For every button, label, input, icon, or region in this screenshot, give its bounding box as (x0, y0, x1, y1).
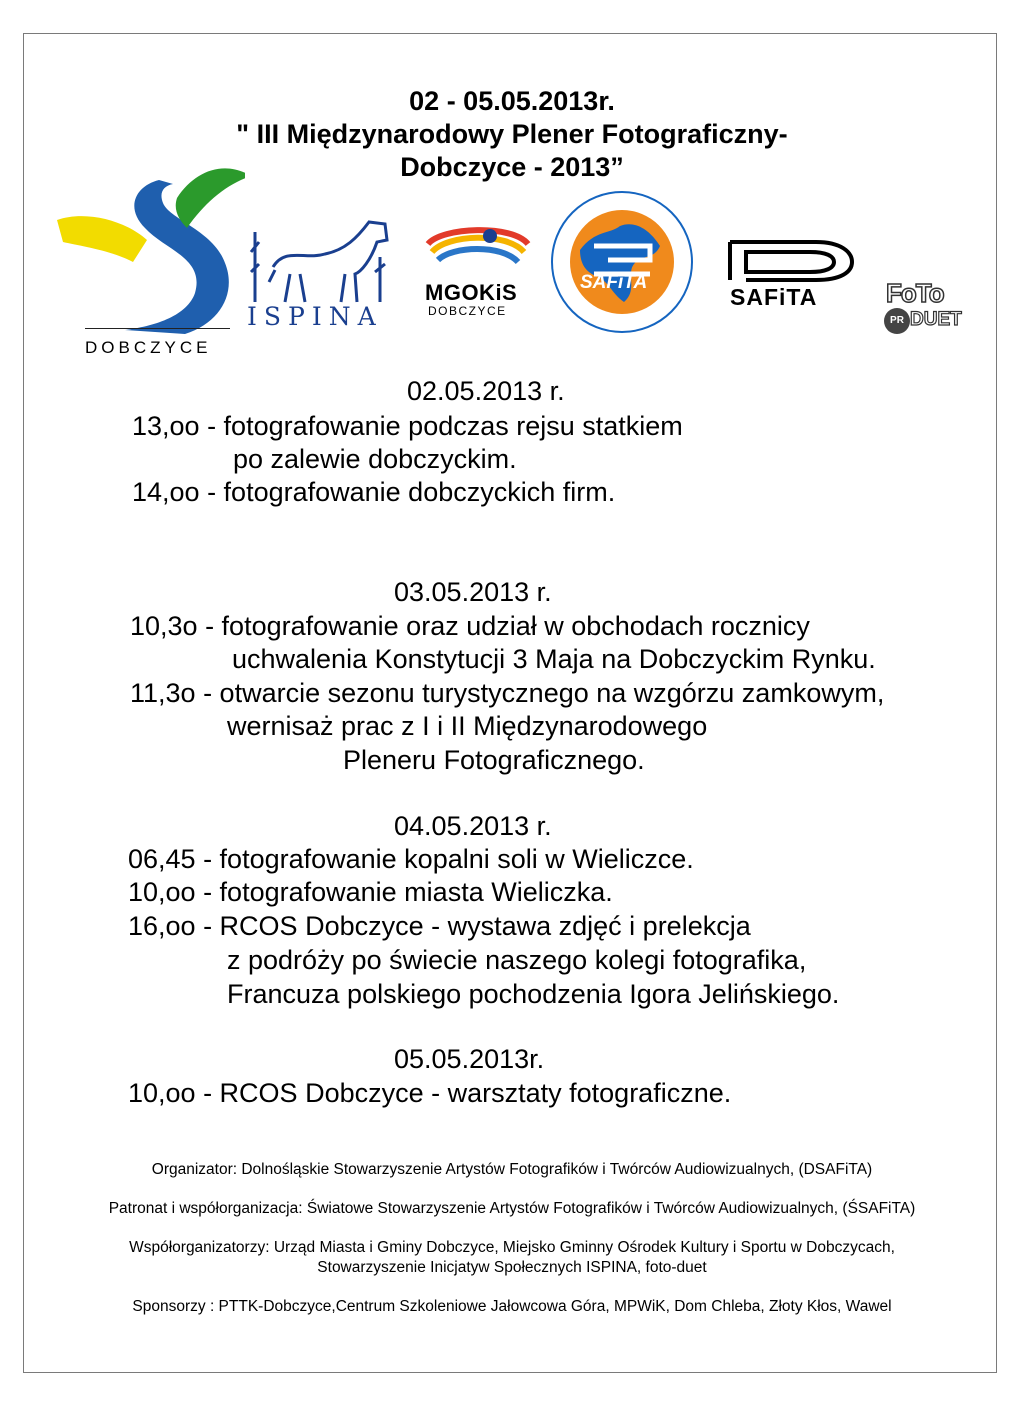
foto-duet-logo (882, 278, 974, 334)
mgokis-rings-icon (422, 222, 534, 282)
poster-title-event: " III Międzynarodowy Plener Fotograficzny- (236, 119, 788, 149)
program-item: Francuza polskiego pochodzenia Igora Jelińskiego. (227, 979, 840, 1009)
program-item: wernisaż prac z I i II Międzynarodowego (227, 711, 708, 741)
ispina-logo-text: ISPINA (247, 302, 383, 331)
program-date-2: 03.05.2013 r. (394, 577, 552, 607)
program-item: 10,oo - fotografowanie miasta Wieliczka. (128, 877, 613, 907)
footer-sponsors: Sponsorzy : PTTK-Dobczyce,Centrum Szkoleniowe Jałowcowa Góra, MPWiK, Dom Chleba, Złoty Kłos, Wawel (132, 1298, 892, 1315)
duet-badge: PR (884, 308, 910, 334)
dsafita-logo-text: SAFiTA (730, 284, 818, 310)
footer-patron: Patronat i współorganizacja: Światowe Stowarzyszenie Artystów Fotografików i Twórców Audiowizualnych, (ŚSAFiTA) (108, 1200, 916, 1217)
poster-title-dates: 02 - 05.05.2013r. (409, 86, 615, 116)
program-item: Pleneru Fotograficznego. (343, 745, 645, 775)
duet-logo-text: DUET (910, 309, 962, 330)
program-item: 10,3o - fotografowanie oraz udział w obchodach rocznicy (130, 611, 810, 641)
program-date-4: 05.05.2013r. (394, 1044, 545, 1074)
program-item: 06,45 - fotografowanie kopalni soli w Wieliczce. (128, 844, 694, 874)
program-item: uchwalenia Konstytucji 3 Maja na Dobczyckim Rynku. (232, 644, 876, 674)
ssafita-logo-text: SAFiTA (580, 272, 648, 293)
program-item: po zalewie dobczyckim. (233, 444, 517, 474)
dobczyce-logo-text: DOBCZYCE (85, 338, 212, 357)
foto-logo-text: FoTo (886, 278, 944, 308)
dobczyce-logo (55, 158, 245, 358)
dobczyce-emblem-icon (55, 158, 245, 338)
program-item: z podróży po świecie naszego kolegi fotografika, (227, 945, 807, 975)
footer-organizer: Organizator: Dolnośląskie Stowarzyszenie Artystów Fotografików i Twórców Audiowizualnych, (DSAFiTA) (151, 1161, 873, 1178)
program-date-1: 02.05.2013 r. (407, 376, 565, 406)
program-item: 13,oo - fotografowanie podczas rejsu statkiem (132, 411, 683, 441)
poster-title-place: Dobczyce - 2013” (400, 152, 624, 182)
ssafita-logo (550, 190, 694, 334)
program-item: 16,oo - RCOS Dobczyce - wystawa zdjęć i prelekcja (128, 911, 751, 941)
dsafita-logo (726, 240, 856, 312)
mgokis-logo (422, 222, 534, 322)
ispina-logo (245, 212, 405, 332)
footer-coorganizers-cont: Stowarzyszenie Inicjatyw Społecznych ISPINA, foto-duet (317, 1259, 707, 1276)
dobczyce-underline (85, 328, 230, 329)
mgokis-logo-text: MGOKiS (425, 280, 518, 305)
program-item: 11,3o - otwarcie sezonu turystycznego na wzgórzu zamkowym, (130, 678, 885, 708)
program-date-3: 04.05.2013 r. (394, 811, 552, 841)
horse-icon (245, 212, 405, 307)
program-item: 10,oo - RCOS Dobczyce - warsztaty fotograficzne. (128, 1078, 732, 1108)
program-item: 14,oo - fotografowanie dobczyckich firm. (132, 477, 616, 507)
dsafita-d-icon (726, 240, 856, 282)
footer-coorganizers: Współorganizatorzy: Urząd Miasta i Gminy Dobczyce, Miejsko Gminny Ośrodek Kultury i Sportu w Dobczycach, (129, 1239, 895, 1256)
mgokis-logo-subtext: DOBCZYCE (428, 304, 507, 318)
globe-icon (550, 190, 694, 334)
